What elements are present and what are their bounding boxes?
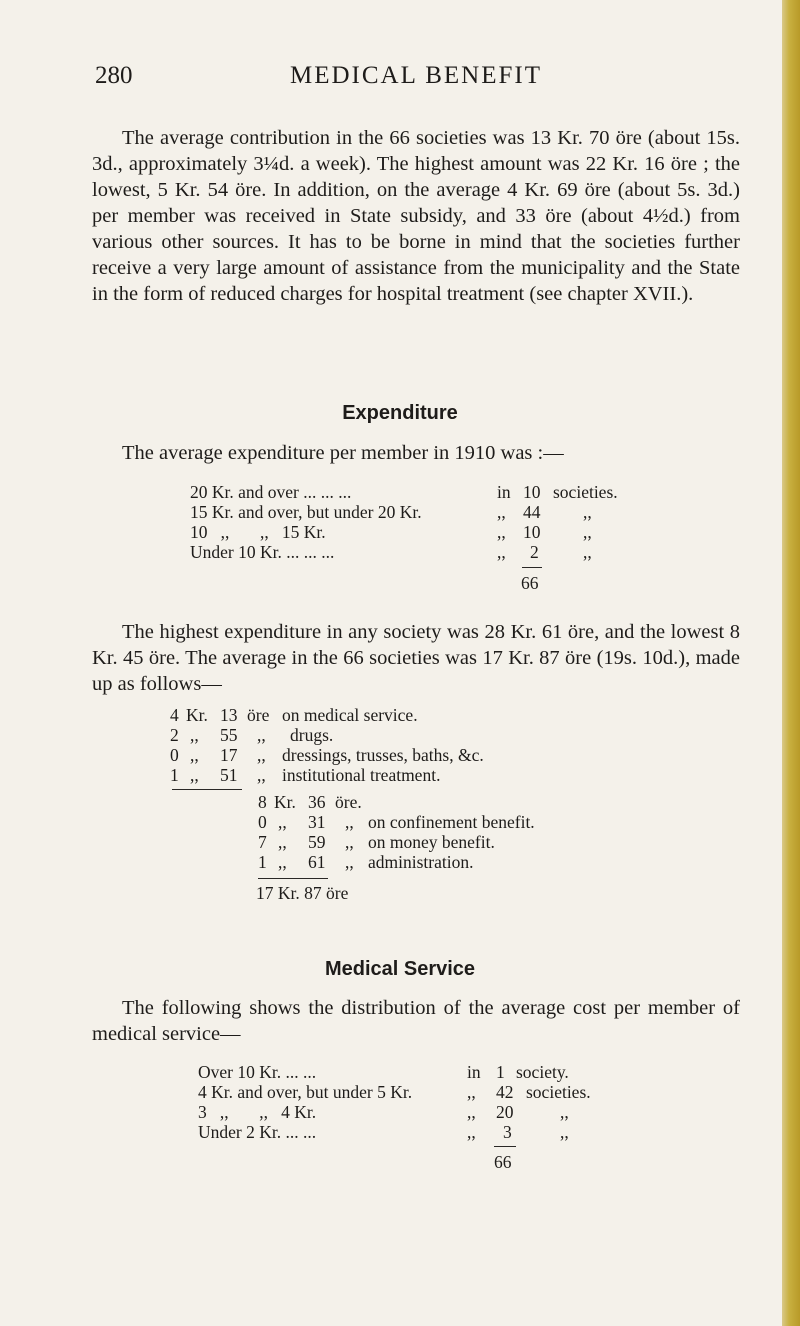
ore-amount: 55 [220, 725, 238, 745]
page-number: 280 [95, 62, 133, 89]
row-label: 4 Kr. and over, but under 5 Kr. [198, 1082, 413, 1102]
row-unit: ,, [583, 502, 592, 522]
medical-service-heading: Medical Service [324, 958, 476, 980]
row-count: 2 [530, 542, 539, 562]
ore-unit: ,, [257, 745, 266, 765]
row-prefix: ,, [467, 1122, 476, 1142]
ore-unit: ,, [345, 812, 354, 832]
ore-amount: 31 [308, 812, 326, 832]
medical-service-total: 66 [494, 1152, 512, 1172]
row-unit: ,, [560, 1122, 569, 1142]
kr-unit: ,, [190, 765, 199, 785]
row-count: 3 [503, 1122, 512, 1142]
description: on confinement benefit. [368, 812, 535, 832]
subtotal-rule [172, 789, 242, 790]
row-unit: ,, [583, 522, 592, 542]
ore-amount: 61 [308, 852, 326, 872]
kr-amount: 4 [170, 705, 179, 725]
grand-total: 17 Kr. 87 öre [256, 883, 349, 903]
total-rule [522, 567, 542, 568]
row-label: 20 Kr. and over ... ... ... [190, 482, 352, 502]
total-rule [258, 878, 328, 879]
row-prefix: ,, [497, 522, 506, 542]
row-unit: societies. [526, 1082, 591, 1102]
row-label: Over 10 Kr. ... ... [198, 1062, 317, 1082]
row-prefix: ,, [467, 1102, 476, 1122]
row-prefix: ,, [467, 1082, 476, 1102]
kr-amount: 7 [258, 832, 267, 852]
kr-unit: ,, [278, 852, 287, 872]
kr-unit: ,, [278, 812, 287, 832]
row-unit: society. [516, 1062, 569, 1082]
ore-amount: 59 [308, 832, 326, 852]
description: on medical service. [282, 705, 418, 725]
row-prefix: ,, [497, 542, 506, 562]
description: on money benefit. [368, 832, 495, 852]
ore-unit: ,, [345, 832, 354, 852]
page-edge [782, 0, 800, 1326]
row-count: 10 [523, 482, 541, 502]
kr-unit: ,, [278, 832, 287, 852]
kr-amount: 2 [170, 725, 179, 745]
medical-service-paragraph: The following shows the distribution of the average cost per member of medical service— [92, 997, 740, 1045]
row-prefix: ,, [497, 502, 506, 522]
kr-unit: Kr. [186, 705, 208, 725]
row-unit: ,, [560, 1102, 569, 1122]
description: administration. [368, 852, 474, 872]
kr-unit: ,, [190, 745, 199, 765]
row-unit: societies. [553, 482, 618, 502]
row-prefix: in [467, 1062, 481, 1082]
ore-amount: 36 [308, 792, 326, 812]
ore-unit: öre. [335, 792, 362, 812]
kr-amount: 8 [258, 792, 267, 812]
ore-amount: 51 [220, 765, 238, 785]
row-unit: ,, [583, 542, 592, 562]
description: dressings, trusses, baths, &c. [282, 745, 484, 765]
intro-paragraph: The average contribution in the 66 societies was 13 Kr. 70 öre (about 15s. 3d., approximately 3¼d. a week). The highest amount was 22 Kr. 16 öre ; the lowest, 5 Kr. 54 öre. In addition, on the average 4 Kr. 69 öre (about 5s. 3d.) per member was received in State subsidy, and 33 öre (about 4½d.) from various other sources. It has to be borne in mind that the societies further receive a very large amount of assistance from the municipality and the State in the form of reduced charges for hospital treatment (see chapter XVII.). [92, 127, 740, 305]
running-head: MEDICAL BENEFIT [290, 62, 542, 89]
row-label: Under 2 Kr. ... ... [198, 1122, 317, 1142]
row-label: Under 10 Kr. ... ... ... [190, 542, 335, 562]
expenditure-paragraph: The highest expenditure in any society was 28 Kr. 61 öre, and the lowest 8 Kr. 45 öre. The average in the 66 societies was 17 Kr. 87 öre (19s. 10d.), made up as follows— [92, 621, 740, 695]
expenditure-total: 66 [521, 573, 539, 593]
ore-amount: 13 [220, 705, 238, 725]
ore-unit: ,, [257, 765, 266, 785]
kr-unit: ,, [190, 725, 199, 745]
kr-amount: 1 [170, 765, 179, 785]
kr-amount: 0 [170, 745, 179, 765]
description: institutional treatment. [282, 765, 441, 785]
expenditure-heading: Expenditure [342, 402, 458, 424]
row-count: 44 [523, 502, 541, 522]
page-header [0, 62, 800, 102]
total-rule [494, 1146, 516, 1147]
ore-unit: öre [247, 705, 270, 725]
expenditure-intro: The average expenditure per member in 1910 was :— [122, 442, 564, 464]
row-count: 10 [523, 522, 541, 542]
description: drugs. [290, 725, 334, 745]
kr-amount: 0 [258, 812, 267, 832]
row-label: 3 ,, ,, 4 Kr. [198, 1102, 317, 1122]
ore-amount: 17 [220, 745, 238, 765]
ore-unit: ,, [345, 852, 354, 872]
row-prefix: in [497, 482, 511, 502]
row-label: 15 Kr. and over, but under 20 Kr. [190, 502, 422, 522]
row-label: 10 ,, ,, 15 Kr. [190, 522, 326, 542]
ore-unit: ,, [257, 725, 266, 745]
row-count: 1 [496, 1062, 505, 1082]
row-count: 20 [496, 1102, 514, 1122]
kr-unit: Kr. [274, 792, 296, 812]
kr-amount: 1 [258, 852, 267, 872]
row-count: 42 [496, 1082, 514, 1102]
